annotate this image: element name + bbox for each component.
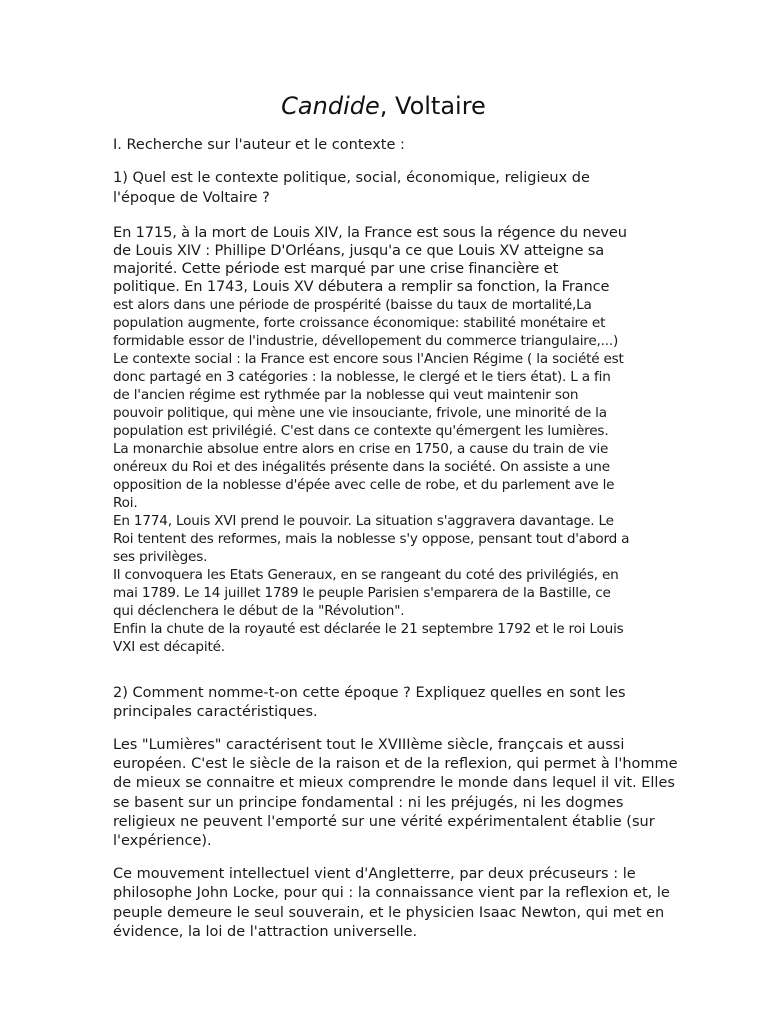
answer-1-line: donc partagé en 3 catégories : la noblesse, le clergé et le tiers état). L a fin bbox=[113, 369, 611, 385]
title-author: , Voltaire bbox=[379, 92, 486, 120]
answer-1-line: VXI est décapité. bbox=[113, 639, 225, 655]
answer-1-line: Enfin la chute de la royauté est déclarée le 21 septembre 1792 et le roi Louis bbox=[113, 621, 624, 637]
answer-1-line: En 1774, Louis XVI prend le pouvoir. La situation s'aggravera davantage. Le bbox=[113, 513, 614, 529]
answer-1-line: pouvoir politique, qui mène une vie insouciante, frivole, une minorité de la bbox=[113, 405, 607, 421]
answer-2-paragraph-1 bbox=[113, 736, 678, 851]
answer-1-line: de l'ancien régime est rythmée par la noblesse qui veut maintenir son bbox=[113, 387, 579, 403]
question-2-line: 2) Comment nomme-t-on cette époque ? Expliquez quelles en sont les bbox=[113, 685, 626, 701]
question-1 bbox=[113, 168, 654, 208]
answer-1-line: Roi tentent des reformes, mais la noblesse s'y oppose, pensant tout d'abord a bbox=[113, 531, 630, 547]
answer-1-line: mai 1789. Le 14 juillet 1789 le peuple Parisien s'emparera de la Bastille, ce bbox=[113, 585, 611, 601]
answer-1-line: En 1715, à la mort de Louis XIV, la France est sous la régence du neveu bbox=[113, 224, 627, 241]
answer-1-line: La monarchie absolue entre alors en crise en 1750, a cause du train de vie bbox=[113, 441, 609, 457]
title-work: Candide bbox=[281, 92, 380, 120]
answer-2-line: se basent sur un principe fondamental : ni les préjugés, ni les dogmes bbox=[113, 794, 624, 811]
answer-2-line: évidence, la loi de l'attraction universelle. bbox=[113, 923, 418, 940]
answer-1-line: de Louis XIV : Phillipe D'Orléans, jusqu'a ce que Louis XV atteigne sa bbox=[113, 242, 605, 259]
answer-2-line: de mieux se connaitre et mieux comprendre le monde dans lequel il vit. Elles bbox=[113, 775, 675, 792]
answer-1-line: est alors dans une période de prospérité (baisse du taux de mortalité,La bbox=[113, 297, 592, 313]
answer-1-line: politique. En 1743, Louis XV débutera a remplir sa fonction, la France bbox=[113, 278, 610, 295]
answer-1-line: onéreux du Roi et des inégalités présente dans la société. On assiste a une bbox=[113, 459, 610, 475]
answer-2-line: peuple demeure le seul souverain, et le physicien Isaac Newton, qui met en bbox=[113, 904, 665, 921]
answer-2-line: religieux ne peuvent l'emporté sur une vérité expérimentalent établie (sur bbox=[113, 813, 655, 830]
question-2 bbox=[113, 684, 654, 722]
answer-1-line: Il convoquera les Etats Generaux, en se rangeant du coté des privilégiés, en bbox=[113, 567, 619, 583]
answer-1 bbox=[113, 224, 654, 656]
answer-2-line: l'expérience). bbox=[113, 833, 212, 850]
answer-2-line: européen. C'est le siècle de la raison et de la reflexion, qui permet à l'homme bbox=[113, 756, 678, 773]
answer-1-line: majorité. Cette période est marqué par une crise financière et bbox=[113, 260, 559, 277]
answer-1-line: qui déclenchera le début de la "Révolution". bbox=[113, 603, 405, 619]
section-heading: I. Recherche sur l'auteur et le contexte : bbox=[113, 137, 405, 153]
answer-1-line: ses privilèges. bbox=[113, 549, 208, 565]
answer-1-line: formidable essor de l'industrie, dévellopement du commerce triangulaire,...) bbox=[113, 333, 619, 349]
answer-1-line: population augmente, forte croissance économique: stabilité monétaire et bbox=[113, 315, 606, 331]
question-1-line: l'époque de Voltaire ? bbox=[113, 190, 270, 206]
answer-1-line: opposition de la noblesse d'épée avec celle de robe, et du parlement ave le bbox=[113, 477, 615, 493]
answer-1-line: population est privilégié. C'est dans ce contexte qu'émergent les lumières. bbox=[113, 423, 609, 439]
answer-2-paragraph-2 bbox=[113, 865, 670, 942]
document-title bbox=[113, 88, 654, 124]
question-1-line: 1) Quel est le contexte politique, social, économique, religieux de bbox=[113, 170, 590, 186]
question-2-line: principales caractéristiques. bbox=[113, 704, 318, 720]
answer-1-line: Roi. bbox=[113, 495, 138, 511]
answer-1-line: Le contexte social : la France est encore sous l'Ancien Régime ( la société est bbox=[113, 351, 624, 367]
answer-2-line: Les "Lumières" caractérisent tout le XVIIIème siècle, françcais et aussi bbox=[113, 737, 625, 753]
answer-2-line: philosophe John Locke, pour qui : la connaissance vient par la reflexion et, le bbox=[113, 885, 670, 902]
answer-2-line: Ce mouvement intellectuel vient d'Angletterre, par deux précuseurs : le bbox=[113, 866, 636, 883]
